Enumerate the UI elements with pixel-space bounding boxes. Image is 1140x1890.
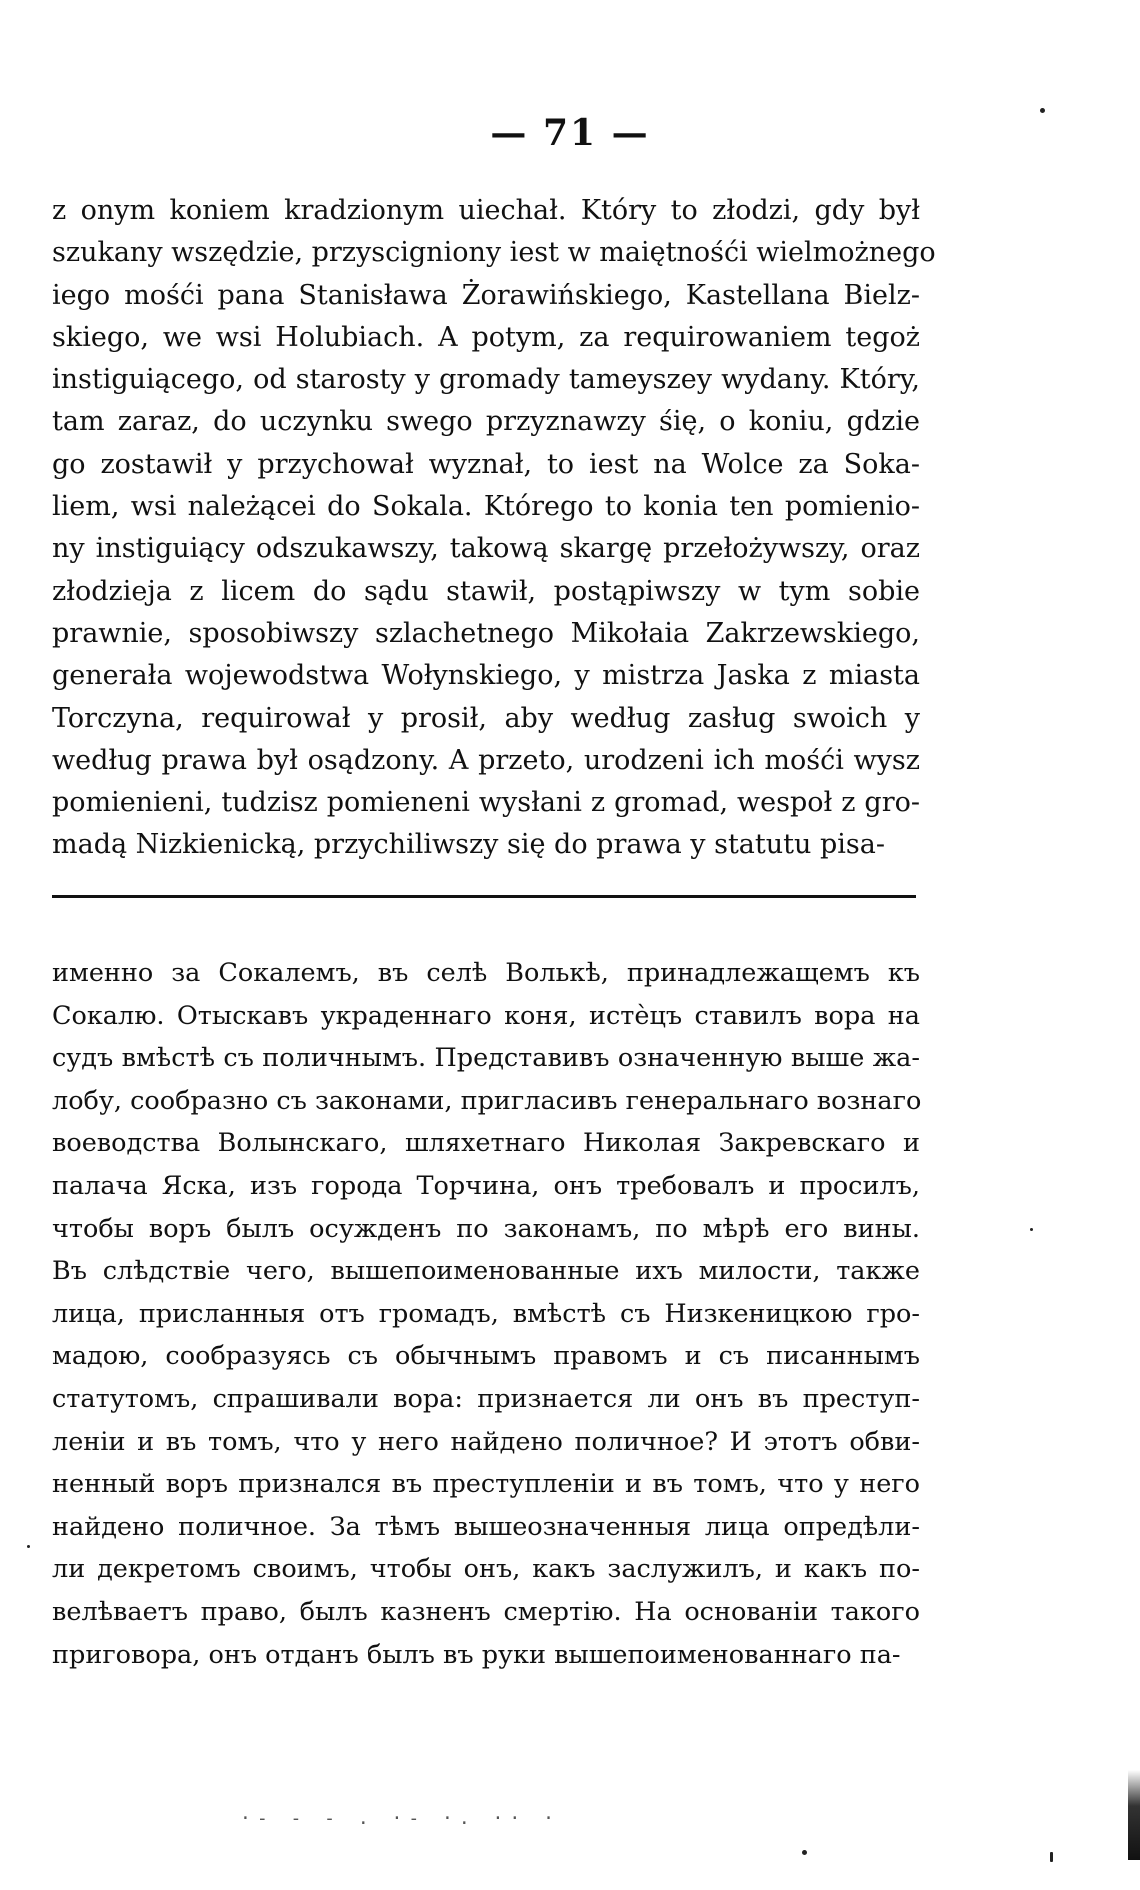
polish-line: Torczyna, requirował y prosił, aby według zasług swoich y <box>52 702 920 734</box>
russian-line: статутомъ, спрашивали вора: признается ли онъ въ преступ- <box>52 1383 920 1414</box>
scan-speck <box>27 1545 30 1548</box>
russian-line: найдено поличное. За тѣмъ вышеозначенныя лица опредѣли- <box>52 1511 920 1542</box>
polish-line: go zostawił y przychował wyznał, to iest na Wolce za Soka- <box>52 448 920 480</box>
polish-line: skiego, we wsi Holubiach. A potym, za requirowaniem tegoż <box>52 321 920 353</box>
polish-line: tam zaraz, do uczynku swego przyznawzy śię, o koniu, gdzie <box>52 406 920 438</box>
polish-line: złodzieja z licem do sądu stawił, postąpiwszy w tym sobie <box>52 575 920 607</box>
polish-line: madą Nizkienicką, przychiliwszy się do prawa y statutu pisa- <box>52 829 885 861</box>
polish-line: liem, wsi należącei do Sokala. Którego to konia ten pomienio- <box>52 491 920 523</box>
russian-line: воеводства Волынскаго, шляхетнаго Николая Закревскаго и <box>52 1128 920 1159</box>
russian-line: велѣваетъ право, былъ казненъ смертію. На основаніи такого <box>52 1596 920 1627</box>
russian-line: леніи и въ томъ, что у него найдено поличное? И этотъ обви- <box>52 1426 920 1457</box>
page-number: — 71 — <box>490 112 650 154</box>
polish-line: z onym koniem kradzionym uiechał. Który to złodzi, gdy był <box>52 195 920 226</box>
russian-line: именно за Сокалемъ, въ селѣ Волькѣ, принадлежащемъ къ <box>52 958 920 988</box>
scan-speck <box>1040 108 1045 113</box>
scan-speck <box>1050 1852 1053 1862</box>
russian-line: Въ слѣдствіе чего, вышепоименованные ихъ милости, также <box>52 1256 920 1287</box>
polish-line: szukany wszędzie, przyscigniony iest w maiętnośći wielmożnego <box>52 237 936 269</box>
russian-line: судъ вмѣстѣ съ поличнымъ. Представивъ означенную выше жа- <box>52 1043 920 1074</box>
russian-line: ненный воръ признался въ преступленіи и въ томъ, что у него <box>52 1469 920 1500</box>
russian-line: приговора, онъ отданъ былъ въ руки вышепоименованнаго па- <box>52 1639 901 1670</box>
scan-edge-mark <box>1128 1770 1140 1860</box>
section-divider <box>52 895 916 898</box>
polish-line: ny instiguiący odszukawszy, takową skargę przełożywszy, oraz <box>52 533 920 565</box>
polish-line: generała wojewodstwa Wołynskiego, y mistrza Jaska z miasta <box>52 660 920 692</box>
polish-line: prawnie, sposobiwszy szlachetnego Mikołaia Zakrzewskiego, <box>52 617 920 649</box>
russian-line: мадою, сообразуясь съ обычнымъ правомъ и съ писаннымъ <box>52 1341 920 1372</box>
russian-line: палача Яска, изъ города Торчина, онъ требовалъ и просилъ, <box>52 1170 920 1201</box>
russian-text-block <box>52 952 920 1676</box>
russian-line: ли декретомъ своимъ, чтобы онъ, какъ заслужилъ, и какъ по- <box>52 1554 920 1585</box>
scan-speck <box>1030 1228 1033 1231</box>
russian-line: Сокалю. Отыскавъ украденнаго коня, истѐцъ ставилъ вора на <box>52 1000 920 1031</box>
polish-line: instiguiącego, od starosty y gromady tameyszey wydany. Który, <box>52 364 920 396</box>
scan-bottom-noise: ·- - - . ·- ·. ·· · <box>240 1808 560 1829</box>
russian-line: лобу, сообразно съ законами, пригласивъ генеральнаго вознаго <box>52 1085 922 1116</box>
russian-line: чтобы воръ былъ осужденъ по законамъ, по мѣрѣ его вины. <box>52 1213 920 1244</box>
polish-line: według prawa był osądzony. A przeto, urodzeni ich mośći wysz <box>52 744 920 776</box>
polish-text-block <box>52 190 936 867</box>
polish-line: iego mośći pana Stanisława Żorawińskiego, Kastellana Bielz- <box>52 279 920 311</box>
scan-speck <box>802 1850 807 1855</box>
polish-line: pomienieni, tudzisz pomieneni wysłani z gromad, wespoł z gro- <box>52 787 920 819</box>
russian-line: лица, присланныя отъ громадъ, вмѣстѣ съ Низкеницкою гро- <box>52 1298 920 1329</box>
